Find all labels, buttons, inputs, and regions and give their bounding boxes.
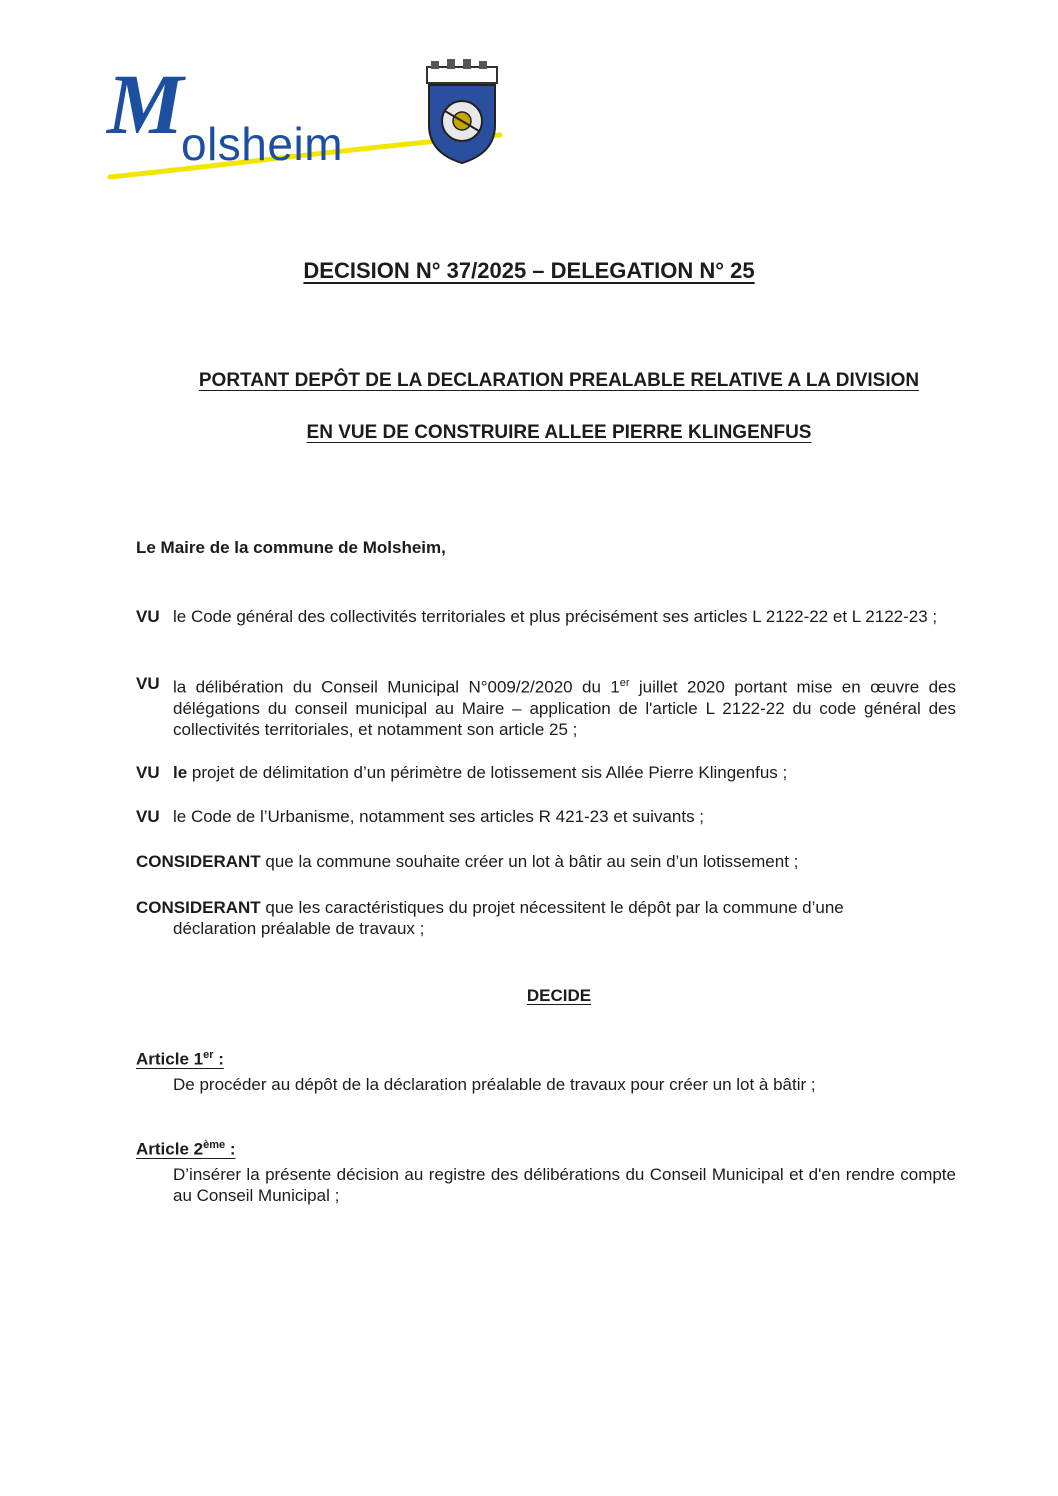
vu-text bbox=[173, 762, 956, 783]
considerant-text: que la commune souhaite créer un lot à bâtir au sein d’un lotissement ; bbox=[260, 852, 799, 871]
vu-text bbox=[173, 673, 956, 740]
vu-keyword: VU bbox=[136, 763, 160, 782]
decision-subtitle-line-1: PORTANT DEPÔT DE LA DECLARATION PREALABLE RELATIVE A LA DIVISION bbox=[198, 370, 920, 391]
article-2-text: D’insérer la présente décision au registre des délibérations du Conseil Municipal et d'en rendre compte au Conseil Municipal ; bbox=[173, 1165, 956, 1205]
considerant-keyword: CONSIDERANT bbox=[136, 852, 261, 871]
vu-keyword: VU bbox=[136, 607, 160, 626]
logo-wordmark: olsheim bbox=[181, 118, 344, 170]
decision-subtitle-line-2: EN VUE DE CONSTRUIRE ALLEE PIERRE KLINGENFUS bbox=[306, 422, 812, 443]
vu-keyword: VU bbox=[136, 674, 160, 693]
considerant-text-a: que les caractéristiques du projet nécessitent le dépôt par la commune d’une bbox=[260, 898, 844, 917]
considerant-clause-2 bbox=[136, 897, 956, 939]
vu-clause-3 bbox=[136, 762, 956, 783]
vu-text-part-b: juillet 2020 portant mise en œuvre des délégations du conseil municipal au Maire – application de l'article L 2122-22 du code général des collectivités territoriales, et notamment son article 25 ; bbox=[173, 677, 956, 739]
vu-text-rest: projet de délimitation d’un périmètre de lotissement sis Allée Pierre Klingenfus ; bbox=[187, 763, 788, 782]
mayor-heading: Le Maire de la commune de Molsheim, bbox=[136, 538, 446, 557]
vu-text-part-a: la délibération du Conseil Municipal N°009/2/2020 du 1 bbox=[173, 677, 620, 697]
decision-title: DECISION N° 37/2025 – DELEGATION N° 25 bbox=[303, 258, 755, 283]
vu-clause-4 bbox=[136, 806, 956, 827]
molsheim-logo bbox=[105, 55, 515, 195]
article-colon: : bbox=[213, 1049, 224, 1069]
article-colon: : bbox=[225, 1139, 236, 1159]
vu-text: le Code de l’Urbanisme, notamment ses articles R 421-23 et suivants ; bbox=[173, 807, 705, 826]
article-label: Article 2 bbox=[136, 1139, 204, 1159]
vu-clause-1 bbox=[136, 606, 956, 627]
considerant-clause-1 bbox=[136, 851, 956, 872]
superscript: ème bbox=[203, 1139, 226, 1151]
svg-text:M: M bbox=[107, 56, 184, 152]
considerant-text-b: déclaration préalable de travaux ; bbox=[173, 919, 425, 938]
superscript: er bbox=[203, 1049, 214, 1061]
article-1-text: De procéder au dépôt de la déclaration préalable de travaux pour créer un lot à bâtir ; bbox=[173, 1075, 816, 1094]
considerant-keyword: CONSIDERANT bbox=[136, 898, 261, 917]
article-label: Article 1 bbox=[136, 1049, 204, 1069]
vu-keyword-le: le bbox=[173, 763, 188, 782]
decide-heading: DECIDE bbox=[526, 986, 592, 1005]
vu-clause-2 bbox=[136, 673, 956, 739]
vu-text: le Code général des collectivités territoriales et plus précisément ses articles L 2122-22 et L 2122-23 ; bbox=[173, 607, 938, 626]
superscript: er bbox=[619, 677, 630, 689]
vu-keyword: VU bbox=[136, 807, 160, 826]
article-2-heading bbox=[136, 1139, 236, 1160]
coat-of-arms-icon bbox=[427, 59, 497, 163]
article-1-heading bbox=[136, 1049, 224, 1070]
